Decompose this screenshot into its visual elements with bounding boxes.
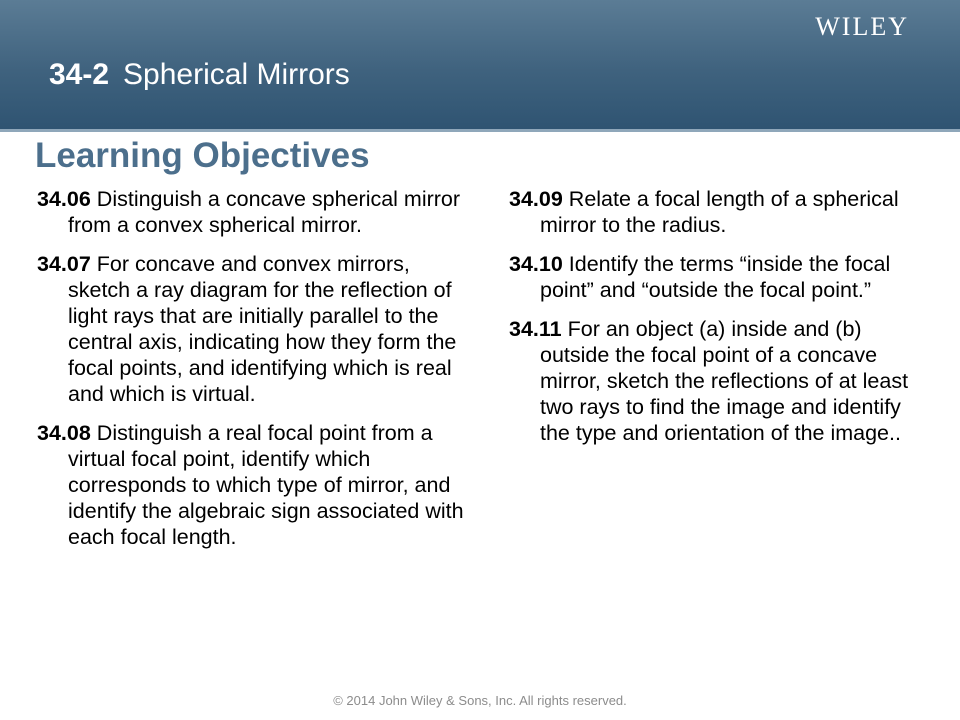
slide-title [49,58,350,92]
objective-text: For an object (a) inside and (b) outside the focal point of a concave mirror, sketch the reflections of at least two rays to find the image and identify the type and orientation of the image.. [540,317,909,445]
objectives-left-column [37,186,467,563]
objective-text: For concave and convex mirrors, sketch a ray diagram for the reflection of light rays that are initially parallel to the central axis, indicating how they form the focal points, and identifying which is real and which is virtual. [68,252,457,406]
objective-text: Distinguish a concave spherical mirror from a convex spherical mirror. [68,187,461,237]
objective-code: 34.08 [37,421,91,445]
wiley-logo [815,12,909,42]
objective-item [37,251,467,407]
section-title: Spherical Mirrors [123,58,350,91]
objective-text: Identify the terms “inside the focal point” and “outside the focal point.” [540,252,891,302]
copyright-text: © 2014 John Wiley & Sons, Inc. All rights reserved. [327,693,633,708]
copyright-footer [0,693,960,708]
objective-code: 34.09 [509,187,563,211]
objective-item [37,186,467,238]
objective-item [509,316,929,446]
objective-code: 34.06 [37,187,91,211]
objectives-right-column [509,186,929,459]
objective-code: 34.07 [37,252,91,276]
page-heading: Learning Objectives [35,136,370,175]
objective-text: Relate a focal length of a spherical mirror to the radius. [540,187,899,237]
objective-text: Distinguish a real focal point from a virtual focal point, identify which corresponds to which type of mirror, and identify the algebraic sign associated with each focal length. [68,421,464,549]
brand-text: WILEY [815,12,909,41]
objective-item [509,186,929,238]
header-divider [0,129,960,132]
objective-code: 34.10 [509,252,563,276]
objective-item [37,420,467,550]
objective-code: 34.11 [509,317,562,341]
section-number: 34-2 [49,58,110,91]
objective-item [509,251,929,303]
